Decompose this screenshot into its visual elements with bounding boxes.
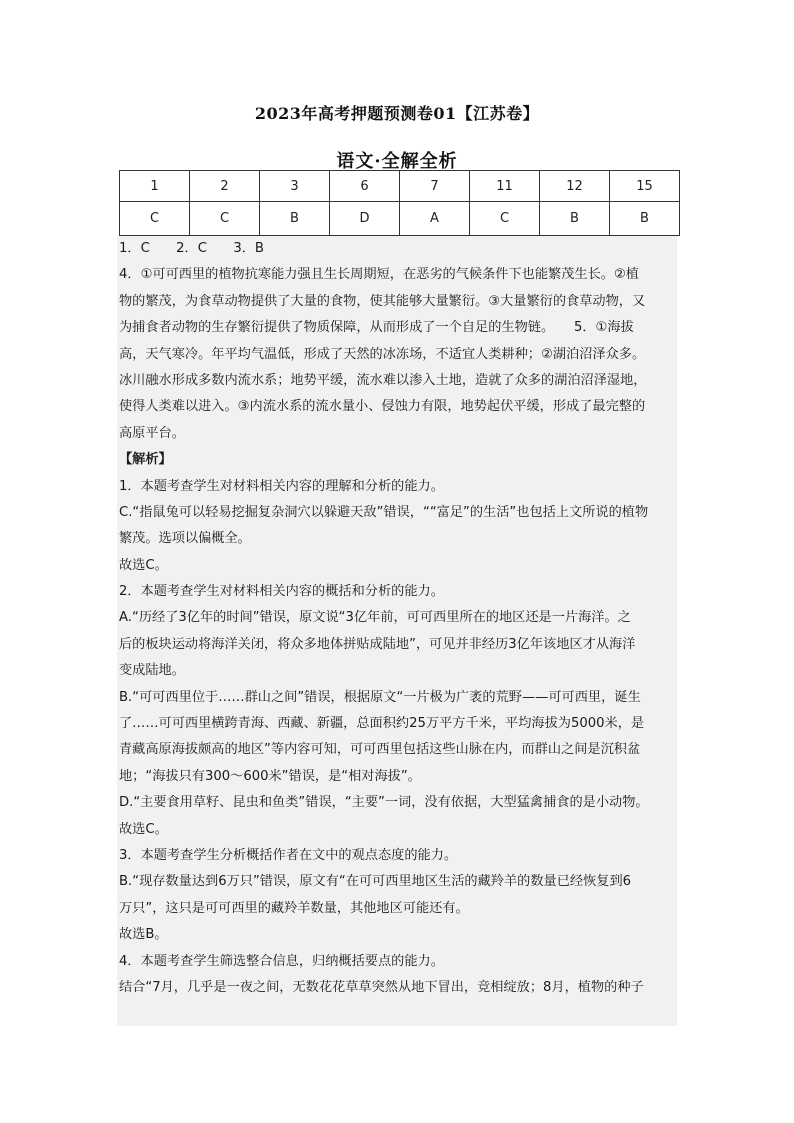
text-line: 4．本题考查学生筛选整合信息，归纳概括要点的能力。 <box>119 953 444 969</box>
answer-table-answer-row <box>120 202 680 236</box>
question-number-cell: 7 <box>400 171 470 202</box>
text-line: 高原平台。 <box>119 425 185 441</box>
text-line: 冰川融水形成多数内流水系；地势平缓，流水难以渗入土地，造就了众多的湖泊沼泽湿地， <box>119 372 647 388</box>
answer-cell: B <box>540 202 610 236</box>
answer-table <box>119 170 680 236</box>
section-heading: 【解析】 <box>119 452 172 468</box>
text-line: 后的板块运动将海洋关闭，将众多地体拼贴成陆地”，可见并非经历3亿年该地区才从海洋 <box>119 636 636 652</box>
page-subtitle: 语文·全解全析 <box>336 151 458 172</box>
question-number-cell: 12 <box>540 171 610 202</box>
text-line: 故选C。 <box>119 557 168 573</box>
question-number-cell: 11 <box>470 171 540 202</box>
question-number-cell: 15 <box>610 171 680 202</box>
answer-cell: C <box>190 202 260 236</box>
text-line: B.“现存数量达到6万只”错误，原文有“在可可西里地区生活的藏羚羊的数量已经恢复到6 <box>119 874 632 890</box>
text-line: 物的繁茂，为食草动物提供了大量的食物，使其能够大量繁衍。③大量繁衍的食草动物，又 <box>119 293 646 309</box>
text-line: 故选C。 <box>119 821 168 837</box>
answer-cell: B <box>610 202 680 236</box>
text-line: 1．C 2．C 3．B <box>119 241 264 256</box>
text-line: 高，天气寒冷。年平均气温低，形成了天然的冰冻场，不适宜人类耕种；②湖泊沼泽众多。 <box>119 346 646 362</box>
text-line: 为捕食者动物的生存繁衍提供了物质保障，从而形成了一个自足的生物链。 5．①海拔 <box>119 320 634 336</box>
text-line: 故选B。 <box>119 927 168 943</box>
text-line: D.“主要食用草籽、昆虫和鱼类”错误，“主要”一词，没有依据，大型猛禽捕食的是小动物。 <box>119 795 649 811</box>
answer-cell: C <box>120 202 190 236</box>
text-line: 变成陆地。 <box>119 663 185 679</box>
answer-cell: D <box>330 202 400 236</box>
text-line: 3．本题考查学生分析概括作者在文中的观点态度的能力。 <box>119 847 458 863</box>
text-line: 使得人类难以进入。③内流水系的流水量小、侵蚀力有限，地势起伏平缓，形成了最完整的 <box>119 399 646 415</box>
text-line: 结合“7月，几乎是一夜之间，无数花花草草突然从地下冒出，竞相绽放；8月，植物的种子 <box>119 979 644 995</box>
text-line: 万只”，这只是可可西里的藏羚羊数量，其他地区可能还有。 <box>119 900 469 916</box>
question-number-cell: 6 <box>330 171 400 202</box>
text-line: 4．①可可西里的植物抗寒能力强且生长周期短，在恶劣的气候条件下也能繁茂生长。②植 <box>119 267 639 283</box>
text-line: B.“可可西里位于……群山之间”错误，根据原文“一片极为广袤的荒野——可可西里，诞生 <box>119 689 641 705</box>
text-line: 1．本题考查学生对材料相关内容的理解和分析的能力。 <box>119 478 444 494</box>
question-number-cell: 1 <box>120 171 190 202</box>
text-line: 了……可可西里横跨青海、西藏、新疆，总面积约25万平方千米，平均海拔为5000米，是 <box>119 716 645 732</box>
question-number-cell: 3 <box>260 171 330 202</box>
answer-cell: A <box>400 202 470 236</box>
explanation-body <box>117 236 677 1026</box>
text-line: 繁茂。选项以偏概全。 <box>119 531 251 547</box>
text-line: A.“历经了3亿年的时间”错误，原文说“3亿年前，可可西里所在的地区还是一片海洋。之 <box>119 610 631 626</box>
text-line: 2．本题考查学生对材料相关内容的概括和分析的能力。 <box>119 584 444 600</box>
question-number-cell: 2 <box>190 171 260 202</box>
text-line: 青藏高原海拔颇高的地区”等内容可知，可可西里包括这些山脉在内，而群山之间是沉积盆 <box>119 742 641 758</box>
text-line: 地；“海拔只有300～600米”错误，是“相对海拔”。 <box>119 768 421 784</box>
text-line: C.“指鼠兔可以轻易挖掘复杂洞穴以躲避天敌”错误，““富足”的生活”也包括上文所说的植物 <box>119 504 649 520</box>
answer-cell: C <box>470 202 540 236</box>
answer-table-number-row <box>120 171 680 202</box>
page-title: 2023年高考押题预测卷01【江苏卷】 <box>254 104 540 123</box>
answer-cell: B <box>260 202 330 236</box>
